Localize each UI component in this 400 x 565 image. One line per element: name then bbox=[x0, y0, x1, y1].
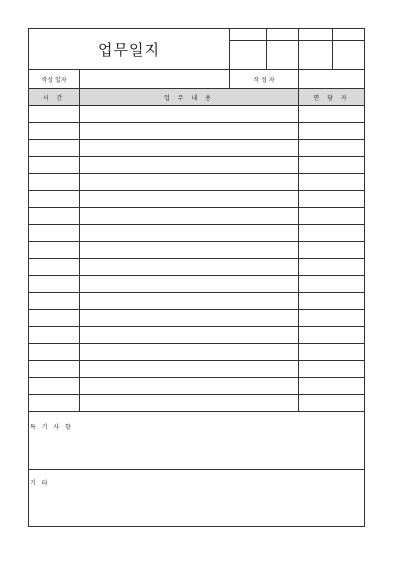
time-cell[interactable] bbox=[29, 208, 79, 224]
manager-cell[interactable] bbox=[298, 225, 364, 241]
table-row bbox=[29, 259, 364, 276]
time-cell[interactable] bbox=[29, 293, 79, 309]
manager-column-header: 면 담 자 bbox=[298, 89, 364, 105]
form-title: 업무일지 bbox=[98, 40, 160, 59]
time-cell[interactable] bbox=[29, 361, 79, 377]
approval-divider bbox=[229, 29, 230, 69]
table-row bbox=[29, 225, 364, 242]
manager-cell[interactable] bbox=[298, 293, 364, 309]
time-cell[interactable] bbox=[29, 242, 79, 258]
manager-cell[interactable] bbox=[298, 208, 364, 224]
approval-divider bbox=[266, 29, 267, 69]
content-cell[interactable] bbox=[79, 106, 298, 122]
manager-cell[interactable] bbox=[298, 242, 364, 258]
time-cell[interactable] bbox=[29, 157, 79, 173]
content-cell[interactable] bbox=[79, 276, 298, 292]
time-cell[interactable] bbox=[29, 123, 79, 139]
manager-cell[interactable] bbox=[298, 259, 364, 275]
time-cell[interactable] bbox=[29, 140, 79, 156]
table-row bbox=[29, 310, 364, 327]
content-cell[interactable] bbox=[79, 225, 298, 241]
table-row bbox=[29, 344, 364, 361]
content-cell[interactable] bbox=[79, 242, 298, 258]
content-cell[interactable] bbox=[79, 174, 298, 190]
content-cell[interactable] bbox=[79, 310, 298, 326]
time-cell[interactable] bbox=[29, 310, 79, 326]
table-row bbox=[29, 106, 364, 123]
table-row bbox=[29, 174, 364, 191]
approval-grid bbox=[229, 29, 364, 69]
content-cell[interactable] bbox=[79, 259, 298, 275]
manager-cell[interactable] bbox=[298, 123, 364, 139]
notes-label: 특 기 사 항 bbox=[30, 424, 73, 431]
manager-cell[interactable] bbox=[298, 174, 364, 190]
content-cell[interactable] bbox=[79, 378, 298, 394]
manager-cell[interactable] bbox=[298, 106, 364, 122]
table-row bbox=[29, 361, 364, 378]
manager-cell[interactable] bbox=[298, 191, 364, 207]
time-cell[interactable] bbox=[29, 378, 79, 394]
manager-cell[interactable] bbox=[298, 140, 364, 156]
table-row bbox=[29, 293, 364, 310]
other-section[interactable] bbox=[29, 470, 364, 526]
manager-cell[interactable] bbox=[298, 157, 364, 173]
approval-divider bbox=[332, 29, 333, 69]
author-field[interactable] bbox=[298, 70, 364, 88]
table-row bbox=[29, 242, 364, 259]
table-row bbox=[29, 276, 364, 293]
content-cell[interactable] bbox=[79, 327, 298, 343]
manager-cell[interactable] bbox=[298, 344, 364, 360]
content-cell[interactable] bbox=[79, 191, 298, 207]
notes-section[interactable] bbox=[29, 408, 364, 470]
time-cell[interactable] bbox=[29, 327, 79, 343]
date-label: 작성 일자 bbox=[41, 76, 67, 84]
table-row bbox=[29, 123, 364, 140]
content-cell[interactable] bbox=[79, 361, 298, 377]
time-cell[interactable] bbox=[29, 259, 79, 275]
date-field[interactable] bbox=[79, 70, 229, 88]
manager-cell[interactable] bbox=[298, 327, 364, 343]
manager-cell[interactable] bbox=[298, 361, 364, 377]
table-row bbox=[29, 157, 364, 174]
form-header bbox=[29, 29, 364, 70]
info-row bbox=[29, 70, 364, 89]
approval-divider bbox=[298, 29, 299, 69]
approval-row-line bbox=[229, 40, 364, 41]
time-column-header: 시 간 bbox=[42, 94, 66, 102]
time-cell[interactable] bbox=[29, 276, 79, 292]
work-log-form bbox=[28, 28, 365, 527]
content-cell[interactable] bbox=[79, 123, 298, 139]
time-cell[interactable] bbox=[29, 191, 79, 207]
time-cell[interactable] bbox=[29, 225, 79, 241]
time-cell[interactable] bbox=[29, 174, 79, 190]
table-row bbox=[29, 140, 364, 157]
content-cell[interactable] bbox=[79, 293, 298, 309]
other-label: 기 타 bbox=[30, 480, 50, 487]
table-row bbox=[29, 378, 364, 395]
time-cell[interactable] bbox=[29, 106, 79, 122]
table-row bbox=[29, 327, 364, 344]
column-header-row bbox=[29, 89, 364, 106]
table-row bbox=[29, 191, 364, 208]
content-column-header: 업 무 내 용 bbox=[79, 89, 298, 105]
manager-cell[interactable] bbox=[298, 378, 364, 394]
content-cell[interactable] bbox=[79, 208, 298, 224]
author-label: 작 성 자 bbox=[229, 70, 298, 88]
manager-cell[interactable] bbox=[298, 276, 364, 292]
content-cell[interactable] bbox=[79, 157, 298, 173]
time-cell[interactable] bbox=[29, 344, 79, 360]
content-cell[interactable] bbox=[79, 140, 298, 156]
manager-cell[interactable] bbox=[298, 310, 364, 326]
content-cell[interactable] bbox=[79, 344, 298, 360]
table-row bbox=[29, 208, 364, 225]
